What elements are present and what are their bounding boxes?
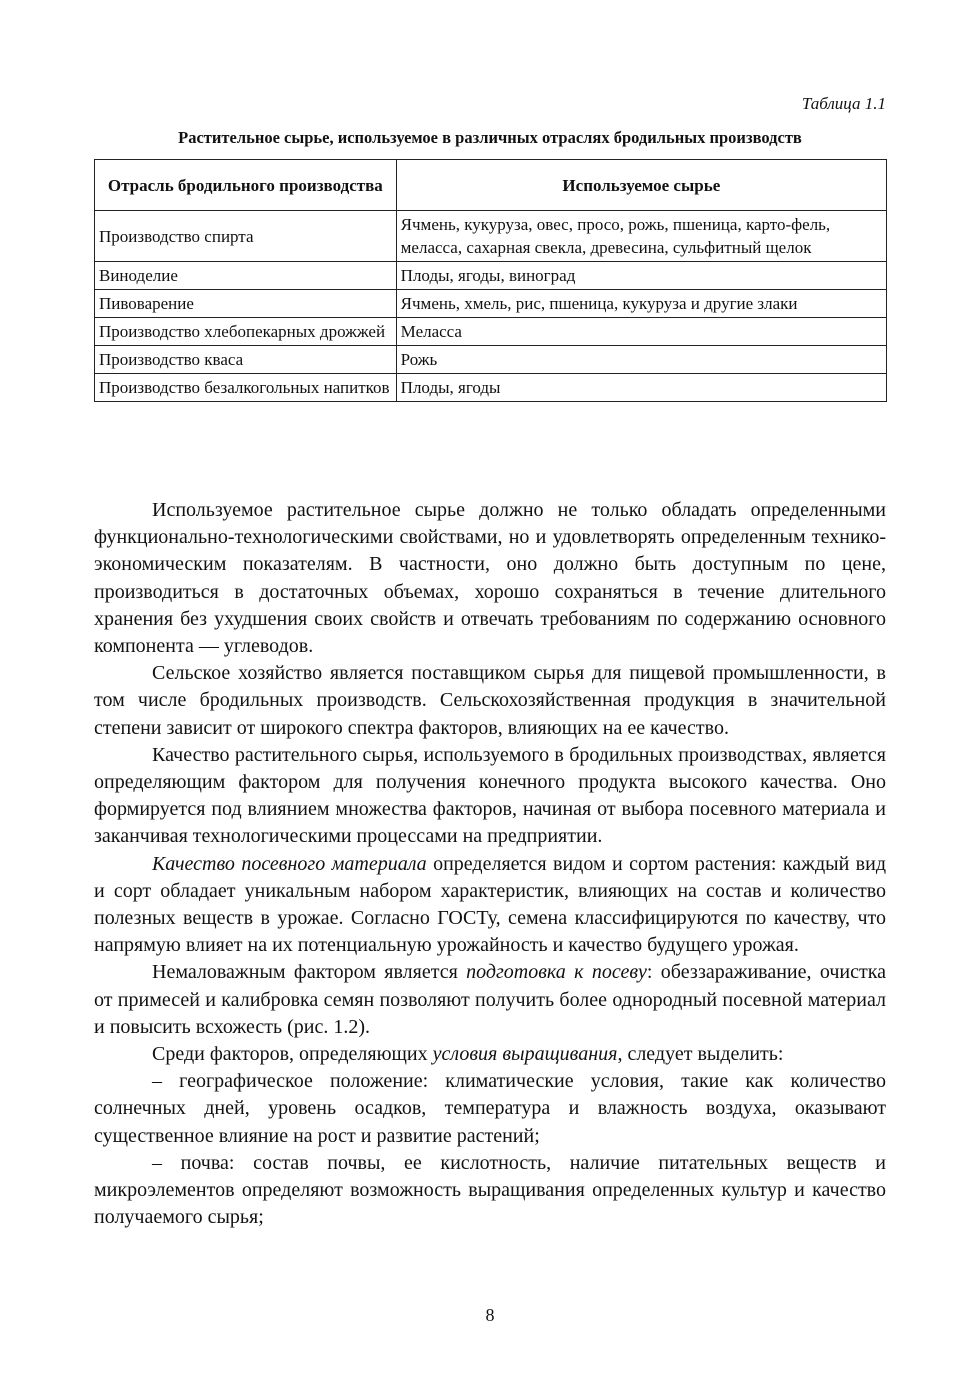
table-cell: Рожь — [396, 346, 886, 374]
table-row — [95, 290, 887, 318]
paragraph-text: , следует выделить: — [617, 1043, 784, 1066]
paragraph — [94, 497, 886, 660]
table-cell: Меласса — [396, 318, 886, 346]
paragraph-text: – почва: состав почвы, ее кислотность, наличие питательных веществ и микроэлементов определяют возможность выращивания определенных культур и качество получаемого сырья; — [94, 1151, 886, 1229]
paragraph — [94, 660, 886, 742]
paragraph-text: Среди факторов, определяющих — [152, 1043, 433, 1066]
table-cell: Ячмень, кукуруза, овес, просо, рожь, пшеница, карто-фель, меласса, сахарная свекла, древесина, сульфитный щелок — [396, 211, 886, 262]
column-header-industry: Отрасль бродильного производства — [95, 160, 397, 211]
list-item — [94, 1150, 886, 1232]
body-text — [94, 497, 886, 1231]
paragraph-text: определяется видом и сортом растения: каждый вид и сорт обладает уникальным набором характеристик, влияющих на состав и количество полезных веществ в урожае. Согласно ГОСТу, семена классифицируются по качеству, что напрямую влияет на их потенциальную урожайность и качество будущего урожая. — [94, 852, 887, 957]
table-cell: Производство безалкогольных напитков — [95, 374, 397, 402]
table-cell: Производство спирта — [95, 211, 397, 262]
paragraph-text: Немаловажным фактором является — [152, 961, 467, 984]
list-item — [94, 1068, 886, 1150]
table-cell: Производство кваса — [95, 346, 397, 374]
table-label: Таблица 1.1 — [801, 94, 886, 113]
page-number: 8 — [485, 1305, 495, 1325]
paragraph — [94, 1041, 886, 1068]
paragraph — [94, 742, 886, 851]
raw-materials-table — [94, 159, 887, 402]
table-cell: Ячмень, хмель, рис, пшеница, кукуруза и другие злаки — [396, 290, 886, 318]
paragraph — [94, 851, 886, 960]
paragraph-text: : обеззараживание, очистка от примесей и калибровка семян позволяют получить более однородный посевной материал и повысить всхожесть (рис. 1.2). — [94, 961, 886, 1038]
table-header-row — [95, 160, 887, 211]
table-row — [95, 262, 887, 290]
paragraph-text: Используемое растительное сырье должно не только обладать определенными функционально-технологическими свойствами, но и удовлетворять определенным технико-экономическим показателям. В частности, оно должно быть доступным по цене, производиться в достаточных объемах, хорошо сохраняться в течение длительного хранения без ухудшения своих свойств и отвечать требованиям по содержанию основного компонента — углеводов. — [94, 499, 886, 658]
table-row — [95, 211, 887, 262]
table-cell: Производство хлебопекарных дрожжей — [95, 318, 397, 346]
paragraph — [94, 959, 886, 1041]
table-cell: Пивоварение — [95, 290, 397, 318]
table-cell: Плоды, ягоды, виноград — [396, 262, 886, 290]
paragraph-text: Качество растительного сырья, используемого в бродильных производствах, является определяющим фактором для получения конечного продукта высокого качества. Оно формируется под влиянием множества факторов, начиная от выбора посевного материала и заканчивая технологическими процессами на предприятии. — [94, 743, 886, 848]
table-row — [95, 318, 887, 346]
italic-term: условия выращивания — [432, 1043, 618, 1066]
table-cell: Плоды, ягоды — [396, 374, 886, 402]
paragraph-text: – географическое положение: климатические условия, такие как количество солнечных дней, уровень осадков, температура и влажность воздуха, оказывают существенное влияние на рост и развитие растений; — [94, 1070, 886, 1147]
table-cell: Виноделие — [95, 262, 397, 290]
column-header-raw-material: Используемое сырье — [396, 160, 886, 211]
table-title: Растительное сырье, используемое в различных отраслях бродильных производств — [178, 128, 802, 147]
paragraph-text: Сельское хозяйство является поставщиком сырья для пищевой промышленности, в том числе бродильных производств. Сельскохозяйственная продукция в значительной степени зависит от широкого спектра факторов, влияющих на ее качество. — [94, 662, 886, 739]
table-row — [95, 374, 887, 402]
italic-term: Качество посевного материала — [152, 852, 427, 875]
italic-term: подготовка к посеву — [466, 961, 647, 984]
table-row — [95, 346, 887, 374]
